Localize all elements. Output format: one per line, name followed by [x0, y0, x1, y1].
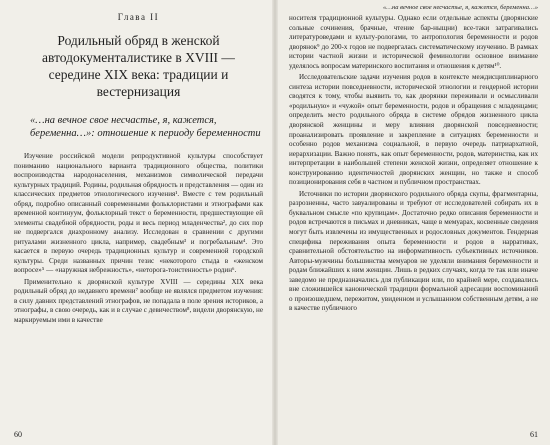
section-title: «…на вечное свое несчастье, я, кажется, беременна…»: отношение к периоду беременности: [30, 115, 261, 139]
right-page: [275, 0, 550, 445]
chapter-title: Родильный обряд в женской автодокументалистике в XVIII — середине XIX века: традиции и вестернизация: [42, 33, 235, 99]
right-paragraph-3: Источники по истории дворянского родильного обряда скупы, фрагментарны, разрозненны, часто завуалированы и требуют от исследователей собирать их в буквальном смысле «по крупицам». Достаточно редко описания беременности и родов встречаются в письмах и дневниках, чаще в мемуарах, косвенные сведения могут быть извлечены из имущественных и родословных документов. Гендерная специфика переживания опыта беременности и родов в нарративах, сравнительной обстоятельство на информативность субъективных источников. Авторы-мужчины большинства мемуаров не уделяли внимания беременности и родам ближайших к ним женщин. Лишь в редких случаях, когда те так или иначе заведомо не предназначались для публикации или, по крайней мере, создавались вне сложившейся канонической традиции формальной адресации воспоминаний о произошедшем, пережитом, увиденном и услышанном собственным детям, а не в качестве публичного: [289, 189, 538, 313]
left-paragraph-2: Применительно к дворянской культуре XVIII — середины XIX века родильный обряд до недавнего времени⁷ вообще не являлся предметом изучения: в силу давних представлений этнографов, не попадала в поле зрения историков, а этнографы, в свою очередь, как и в случае с девичеством⁸, видели дворянскую, не маркируемым ими в качестве: [14, 277, 263, 324]
left-paragraph-1: Изучение российской модели репродуктивной культуры способствует пониманию национального варианта традиционного общества, политики воспроизводства народонаселения, механизмов символической передачи культурных традиций. Родины, родильная обрядность и представления — один из классических предметов этнологического изучения¹. Вместе с тем родильный обряд, подробно описанный современными фольклористами и этнографами как временной континуум, фольклорный текст о беременности, предшествующие ей элементы свадебной обрядности, роды и весь период младенчества², до сих пор не подвергался диахронному анализу. Исследован в сравнении с другими ритуалами жизненного цикла, например, свадебным³ и погребальным⁴. Это касается в первую очередь традиционных культур и современной городской культуры. Среди названных причин тезис «некоторого стыда в «женском вопросе»⁵ — «наружная небрежность», «неторога-тоистенность» родин⁶.: [14, 152, 263, 274]
book-gutter: [272, 0, 278, 445]
page-number-left: 60: [14, 430, 22, 439]
running-head: «…на вечное свое несчастье, я, кажется, беременна…»: [383, 4, 538, 11]
page-number-right: 61: [530, 430, 538, 439]
right-paragraph-1: носителя традиционной культуры. Однако если отдельные аспекты (дворянские сольные сочинения, брачные, чтение бар-ныщни) все-таки затрагивались литературоведами и культу-рологами, то антропология беременности и родов дворянок⁹ до 200-х годов не подвергалась систематическому изучению. В рамках истории частной жизни и исторической феминологии основное внимание уделялось вопросам материнского воспитания и отношения к детям¹⁰.: [289, 14, 538, 70]
right-paragraph-2: Исследовательские задачи изучения родов в контексте междисциплинарного синтеза истории повседневности, исторической этнологии и гендерной истории сводятся к тому, чтобы выявить то, как дворянки переживали и осмысливали «родильную» и «чужой» опыт беременности, родов и обращения с младенцами; определить место родильного обряда в системе обрядов жизненного цикла дворянской женщины и меру влияния дворянской повседневности; проанализировать проявление и закрепление в ситуациях беременности и особенно родов механизма социальной, в первую очередь патриархатной, иерархизации. Важно понять, как опыт беременности, родов, материнства, как их интерпретации в наибольшей степени женской жизни, определяет отношение к конструированию идентичностей дворянских женщин, но также и способ позиционирования себя в частном и публичном пространствах.: [289, 73, 538, 187]
chapter-label: Глава II: [117, 12, 160, 22]
